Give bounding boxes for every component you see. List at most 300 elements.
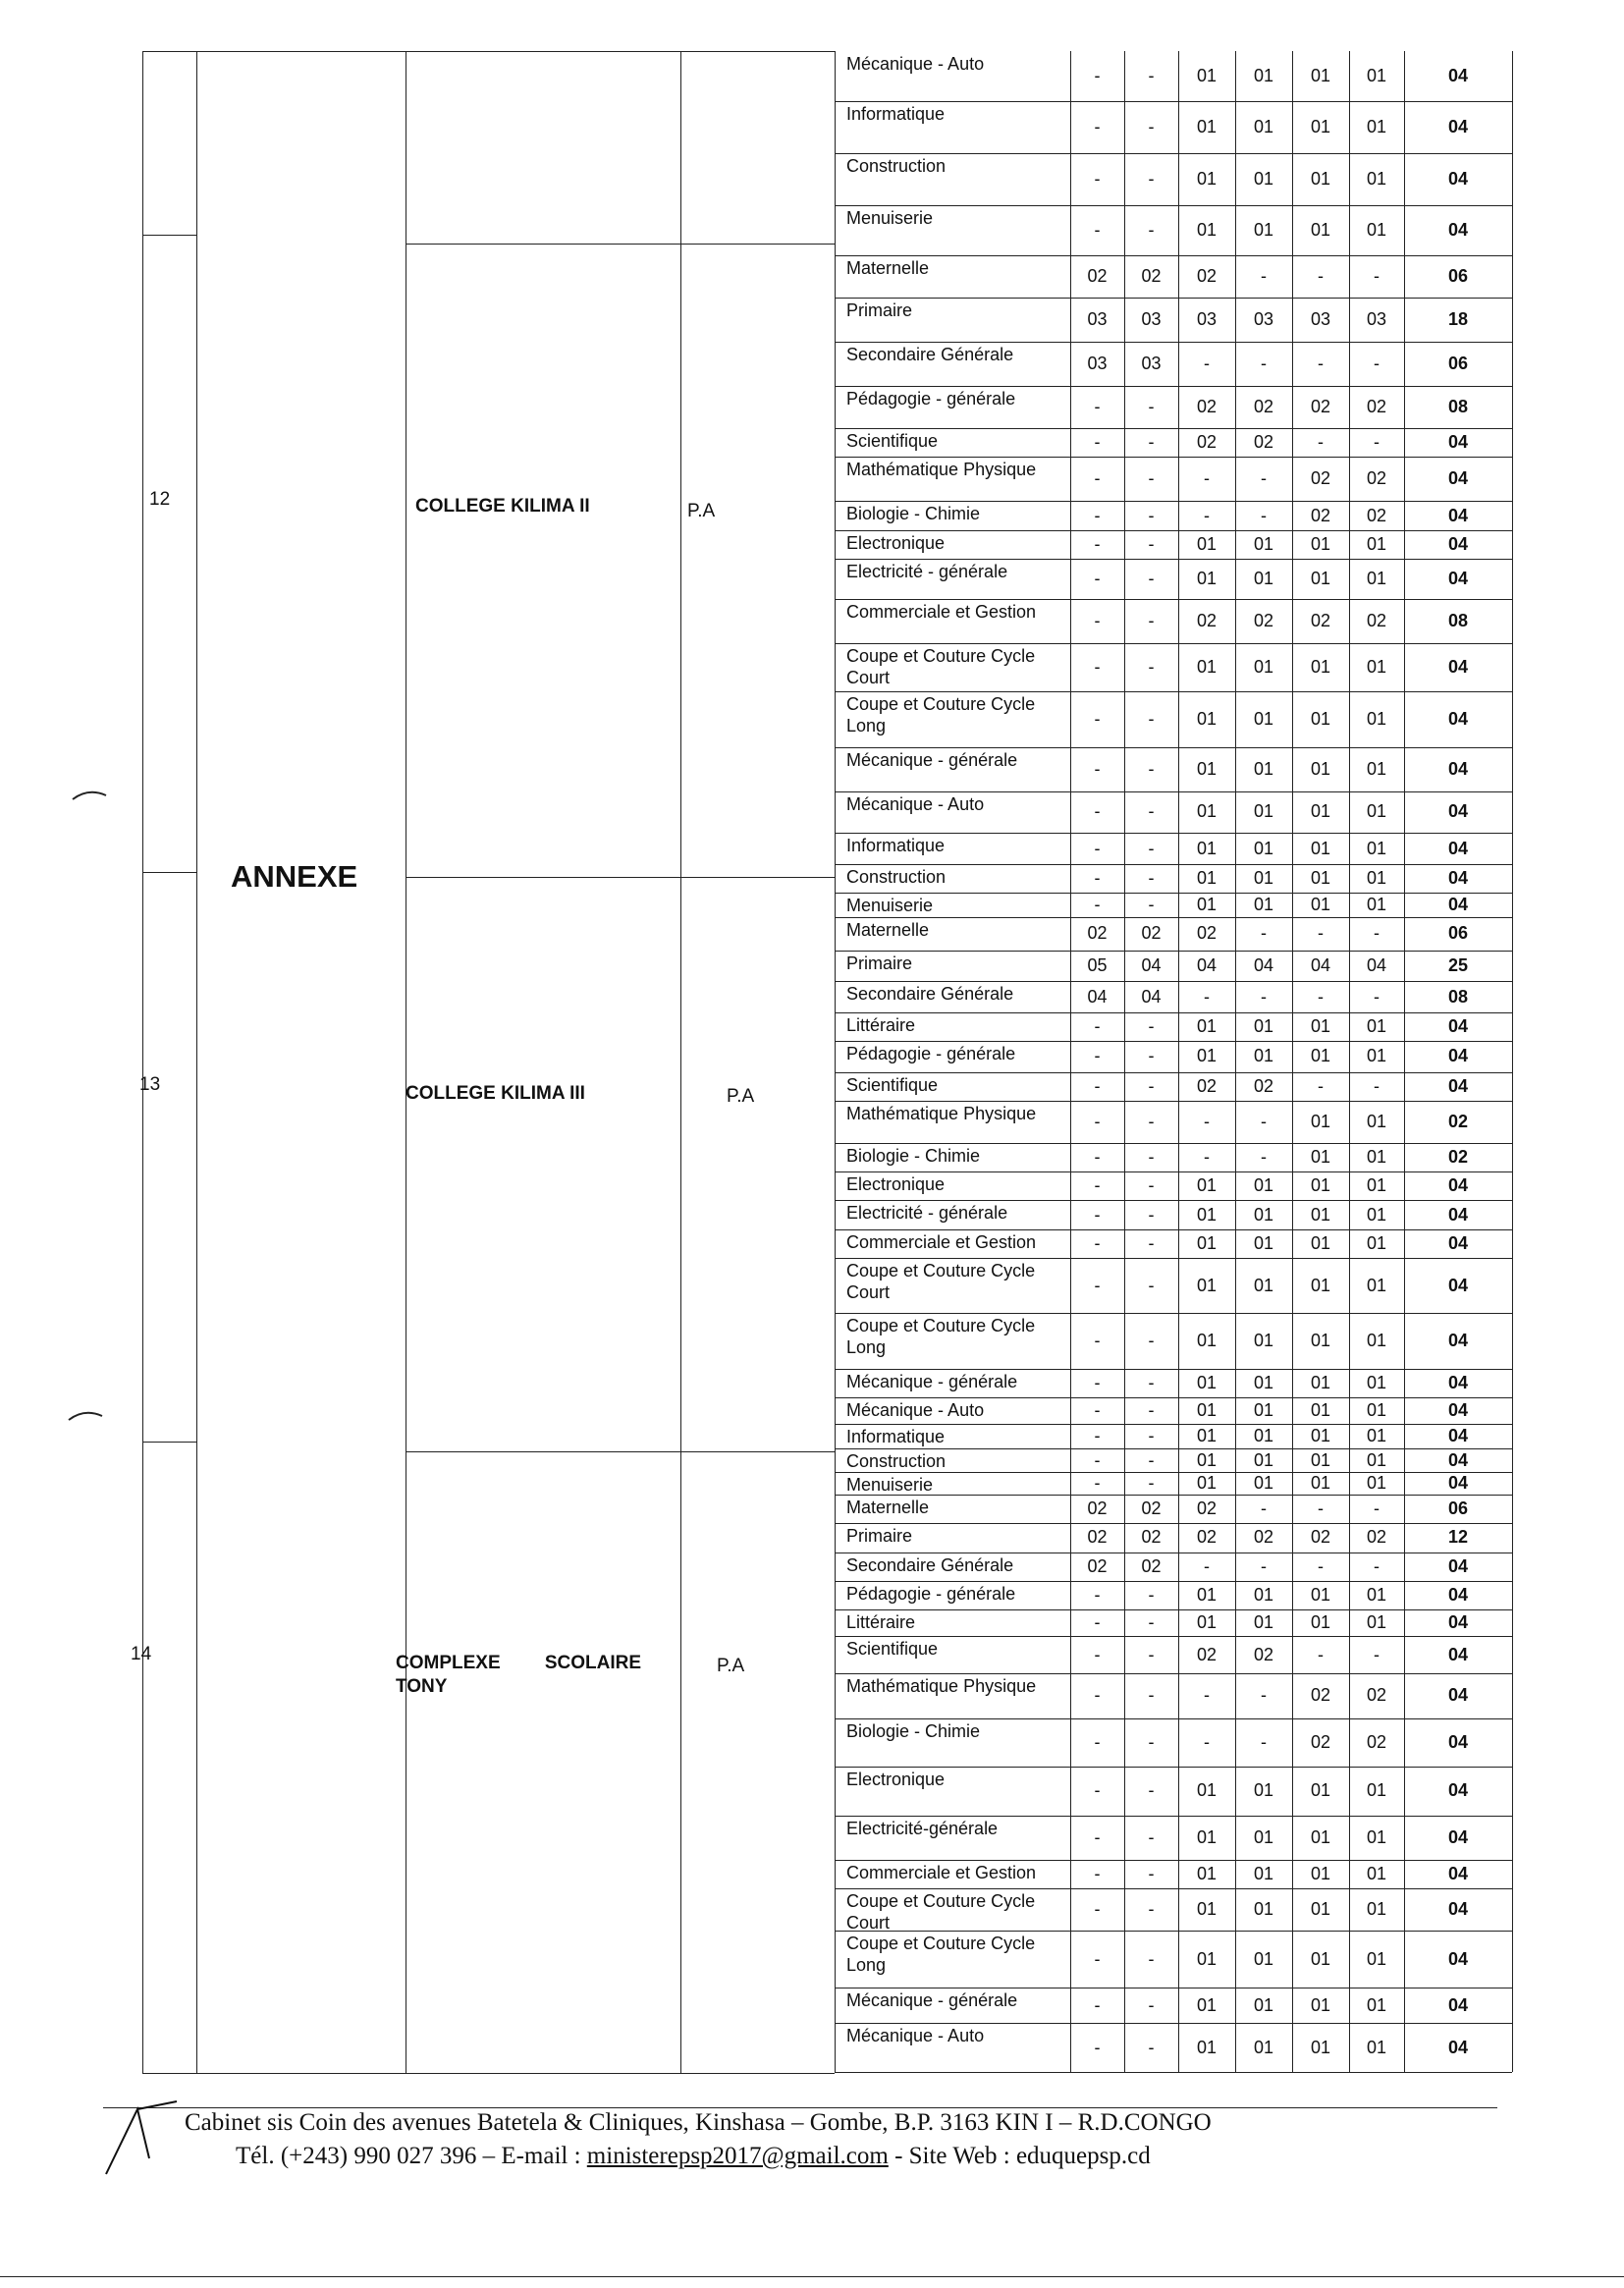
class-count-cell: 01 <box>1253 801 1274 822</box>
total-cell: 04 <box>1447 1731 1469 1752</box>
total-cell: 04 <box>1447 1555 1469 1576</box>
group-number-13: 13 <box>139 1074 161 1095</box>
table-row <box>835 1636 1512 1674</box>
class-count-cell: 01 <box>1366 868 1387 889</box>
footer-website: - Site Web : eduquepsp.cd <box>888 2143 1151 2169</box>
class-count-cell: - <box>1374 1075 1380 1096</box>
regime-label: P.A <box>717 1656 745 1676</box>
class-count-cell: 01 <box>1366 168 1387 189</box>
total-cell: 08 <box>1447 610 1469 630</box>
table-row <box>835 153 1512 206</box>
class-count-cell: - <box>1094 1111 1101 1131</box>
class-count-cell: - <box>1148 1425 1155 1445</box>
option-name: Primaire <box>846 953 913 973</box>
class-count-cell: - <box>1318 432 1324 453</box>
total-cell: 04 <box>1447 1372 1469 1392</box>
class-count-cell: - <box>1148 533 1155 554</box>
total-cell: 04 <box>1447 1046 1469 1066</box>
total-cell: 04 <box>1447 1425 1469 1445</box>
table-row <box>835 1012 1512 1042</box>
table-row <box>835 791 1512 835</box>
class-count-cell: 01 <box>1366 656 1387 677</box>
option-name: Maternelle <box>846 258 930 279</box>
class-count-cell: - <box>1148 1948 1155 1969</box>
class-count-cell: 01 <box>1253 65 1274 85</box>
class-count-cell: 01 <box>1366 708 1387 729</box>
class-count-cell: - <box>1148 1612 1155 1633</box>
class-count-cell: - <box>1148 65 1155 85</box>
class-count-cell: 01 <box>1310 1473 1331 1494</box>
option-name: Mécanique - Auto <box>846 54 985 74</box>
annexe-label: ANNEXE <box>231 859 358 894</box>
class-count-cell: 01 <box>1366 1612 1387 1633</box>
margin-mark <box>67 1406 106 1426</box>
class-count-cell: - <box>1318 986 1324 1007</box>
class-count-cell: - <box>1094 65 1101 85</box>
class-count-cell: 02 <box>1366 1731 1387 1752</box>
class-count-cell: 01 <box>1310 656 1331 677</box>
class-count-cell: 01 <box>1366 65 1387 85</box>
class-count-cell: - <box>1148 1731 1155 1752</box>
class-count-cell: 01 <box>1310 116 1331 136</box>
class-count-cell: - <box>1094 1330 1101 1350</box>
table-row <box>835 1931 1512 1989</box>
total-cell: 04 <box>1447 758 1469 779</box>
table-row <box>835 893 1512 918</box>
class-count-cell: - <box>1148 1685 1155 1706</box>
options-table <box>835 51 1512 2072</box>
class-count-cell: 01 <box>1366 2037 1387 2057</box>
class-count-cell: - <box>1148 1585 1155 1605</box>
class-count-cell: 02 <box>1087 923 1108 944</box>
table-row <box>835 2023 1512 2073</box>
class-count-cell: 01 <box>1366 1948 1387 1969</box>
class-count-cell: - <box>1094 1948 1101 1969</box>
class-count-cell: 02 <box>1366 505 1387 525</box>
option-name: Pédagogie - générale <box>846 1583 1016 1604</box>
total-cell: 04 <box>1447 2037 1469 2057</box>
table-row <box>835 1609 1512 1637</box>
total-cell: 04 <box>1447 1204 1469 1225</box>
class-count-cell: - <box>1094 1016 1101 1036</box>
class-count-cell: - <box>1148 1046 1155 1066</box>
class-count-cell: 02 <box>1310 610 1331 630</box>
class-count-cell: - <box>1094 1585 1101 1605</box>
class-count-cell: 01 <box>1366 758 1387 779</box>
class-count-cell: 02 <box>1253 1527 1274 1548</box>
class-count-cell: 01 <box>1310 1175 1331 1196</box>
class-count-cell: 01 <box>1310 1046 1331 1066</box>
class-count-cell: - <box>1148 1175 1155 1196</box>
class-count-cell: 01 <box>1196 168 1218 189</box>
option-name: Biologie - Chimie <box>846 1145 981 1166</box>
option-name: Electricité - générale <box>846 562 1008 582</box>
option-name: Mécanique - générale <box>846 749 1018 770</box>
class-count-cell: - <box>1148 1399 1155 1420</box>
class-count-cell: 01 <box>1253 1372 1274 1392</box>
class-count-cell: 01 <box>1196 568 1218 588</box>
class-count-cell: 02 <box>1253 610 1274 630</box>
option-name: Commerciale et Gestion <box>846 601 1037 622</box>
class-count-cell: 01 <box>1196 868 1218 889</box>
class-count-cell: 01 <box>1366 1330 1387 1350</box>
group-number-14: 14 <box>131 1644 152 1664</box>
option-name: Coupe et Couture Cycle Long <box>846 1933 1036 1975</box>
total-cell: 04 <box>1447 1232 1469 1253</box>
table-row <box>835 530 1512 560</box>
class-count-cell: 01 <box>1310 568 1331 588</box>
class-count-cell: - <box>1148 219 1155 240</box>
class-count-cell: 01 <box>1310 1612 1331 1633</box>
class-count-cell: 01 <box>1310 1275 1331 1295</box>
group-number-12: 12 <box>149 489 171 510</box>
table-row <box>835 1072 1512 1102</box>
class-count-cell: - <box>1094 1780 1101 1801</box>
class-count-cell: 01 <box>1366 568 1387 588</box>
class-count-cell: 01 <box>1366 1863 1387 1883</box>
class-count-cell: 02 <box>1196 1498 1218 1519</box>
class-count-cell: 01 <box>1253 116 1274 136</box>
class-count-cell: 01 <box>1253 1612 1274 1633</box>
table-row <box>835 747 1512 792</box>
class-count-cell: 01 <box>1196 1425 1218 1445</box>
class-count-cell: - <box>1094 1046 1101 1066</box>
class-count-cell: - <box>1318 1075 1324 1096</box>
class-count-cell: 01 <box>1310 533 1331 554</box>
class-count-cell: 01 <box>1253 1898 1274 1919</box>
class-count-cell: 02 <box>1366 1685 1387 1706</box>
class-count-cell: - <box>1318 354 1324 374</box>
class-count-cell: 02 <box>1310 468 1331 489</box>
option-name: Electronique <box>846 1770 946 1790</box>
total-cell: 08 <box>1447 986 1469 1007</box>
class-count-cell: 01 <box>1310 838 1331 858</box>
class-count-cell: - <box>1318 1644 1324 1664</box>
class-count-cell: 01 <box>1253 895 1274 915</box>
option-name: Secondaire Générale <box>846 984 1014 1005</box>
table-row <box>835 559 1512 600</box>
class-count-cell: 01 <box>1366 1585 1387 1605</box>
class-count-cell: 01 <box>1366 1232 1387 1253</box>
total-cell: 04 <box>1447 1826 1469 1847</box>
class-count-cell: - <box>1148 1826 1155 1847</box>
class-count-cell: 01 <box>1253 1780 1274 1801</box>
footer-phone: Tél. (+243) 990 027 396 – E-mail : <box>236 2143 587 2169</box>
class-count-cell: - <box>1148 758 1155 779</box>
class-count-cell: 01 <box>1310 1146 1331 1167</box>
class-count-cell: 01 <box>1196 2037 1218 2057</box>
table-row <box>835 833 1512 865</box>
total-cell: 06 <box>1447 354 1469 374</box>
class-count-cell: 01 <box>1310 1780 1331 1801</box>
class-count-cell: 01 <box>1253 533 1274 554</box>
class-count-cell: 04 <box>1366 955 1387 976</box>
class-count-cell: - <box>1094 1175 1101 1196</box>
class-count-cell: 01 <box>1366 895 1387 915</box>
class-count-cell: 01 <box>1253 1585 1274 1605</box>
total-cell: 04 <box>1447 1075 1469 1096</box>
class-count-cell: - <box>1204 1555 1210 1576</box>
class-count-cell: 02 <box>1196 1075 1218 1096</box>
option-name: Menuiserie <box>846 896 934 916</box>
table-row <box>835 1171 1512 1201</box>
class-count-cell: 01 <box>1310 801 1331 822</box>
class-count-cell: - <box>1261 266 1267 287</box>
class-count-cell: 04 <box>1253 955 1274 976</box>
class-count-cell: 01 <box>1366 219 1387 240</box>
table-row <box>835 1523 1512 1553</box>
class-count-cell: 01 <box>1196 1399 1218 1420</box>
option-name: Mécanique - Auto <box>846 793 985 814</box>
table-column-rule <box>1512 51 1513 2072</box>
class-count-cell: 01 <box>1366 1399 1387 1420</box>
total-cell: 04 <box>1447 432 1469 453</box>
class-count-cell: - <box>1094 1644 1101 1664</box>
table-row <box>835 1553 1512 1582</box>
class-count-cell: 01 <box>1310 758 1331 779</box>
class-count-cell: 01 <box>1310 1016 1331 1036</box>
class-count-cell: 01 <box>1366 1016 1387 1036</box>
table-row <box>835 386 1512 429</box>
option-name: Mathématique Physique <box>846 460 1037 480</box>
class-count-cell: 02 <box>1253 1644 1274 1664</box>
option-name: Secondaire Générale <box>846 1554 1014 1575</box>
total-cell: 04 <box>1447 1644 1469 1664</box>
option-name: Informatique <box>846 103 946 124</box>
table-row <box>835 501 1512 530</box>
option-name: Pédagogie - générale <box>846 1044 1016 1064</box>
class-count-cell: 02 <box>1366 1527 1387 1548</box>
class-count-cell: 01 <box>1366 1175 1387 1196</box>
table-row <box>835 1143 1512 1172</box>
option-name: Mécanique - générale <box>846 1371 1018 1391</box>
class-count-cell: 01 <box>1310 219 1331 240</box>
class-count-cell: - <box>1374 1498 1380 1519</box>
class-count-cell: - <box>1094 116 1101 136</box>
class-count-cell: 01 <box>1310 895 1331 915</box>
total-cell: 04 <box>1447 116 1469 136</box>
class-count-cell: 02 <box>1141 266 1162 287</box>
class-count-cell: - <box>1148 656 1155 677</box>
total-cell: 04 <box>1447 1016 1469 1036</box>
class-count-cell: - <box>1374 266 1380 287</box>
option-name: Mathématique Physique <box>846 1676 1037 1697</box>
class-count-cell: 01 <box>1366 838 1387 858</box>
table-row <box>835 101 1512 154</box>
class-count-cell: - <box>1148 1232 1155 1253</box>
class-count-cell: 01 <box>1196 656 1218 677</box>
class-count-cell: - <box>1261 1685 1267 1706</box>
table-row <box>835 428 1512 458</box>
total-cell: 04 <box>1447 468 1469 489</box>
class-count-cell: - <box>1204 986 1210 1007</box>
class-count-cell: 01 <box>1196 1232 1218 1253</box>
table-row <box>835 298 1512 343</box>
class-count-cell: - <box>1148 1111 1155 1131</box>
class-count-cell: 01 <box>1253 1994 1274 2015</box>
class-count-cell: 01 <box>1253 1330 1274 1350</box>
total-cell: 25 <box>1447 955 1469 976</box>
table-row <box>835 951 1512 983</box>
option-name: Mathématique Physique <box>846 1103 1037 1123</box>
class-count-cell: - <box>1094 397 1101 417</box>
class-count-cell: - <box>1148 432 1155 453</box>
class-count-cell: - <box>1094 1275 1101 1295</box>
option-name: Primaire <box>846 1526 913 1547</box>
class-count-cell: - <box>1094 1449 1101 1470</box>
class-count-cell: - <box>1094 1898 1101 1919</box>
class-count-cell: 01 <box>1310 1425 1331 1445</box>
table-row <box>835 1581 1512 1610</box>
table-row <box>835 1495 1512 1524</box>
class-count-cell: 01 <box>1310 868 1331 889</box>
class-count-cell: - <box>1094 708 1101 729</box>
option-name: Mécanique - générale <box>846 1990 1018 2011</box>
class-count-cell: 01 <box>1196 1046 1218 1066</box>
table-row <box>835 205 1512 257</box>
class-count-cell: 02 <box>1087 1527 1108 1548</box>
class-count-cell: 01 <box>1196 116 1218 136</box>
class-count-cell: 01 <box>1253 219 1274 240</box>
class-count-cell: 01 <box>1253 1175 1274 1196</box>
class-count-cell: - <box>1148 1275 1155 1295</box>
class-count-cell: - <box>1374 354 1380 374</box>
class-count-cell: 02 <box>1310 505 1331 525</box>
total-cell: 04 <box>1447 1175 1469 1196</box>
school-name-kilima-ii: COLLEGE KILIMA II <box>415 496 590 517</box>
class-count-cell: - <box>1261 1146 1267 1167</box>
table-row <box>835 643 1512 693</box>
footer-email-link[interactable]: ministerepsp2017@gmail.com <box>586 2143 889 2169</box>
table-row <box>835 691 1512 747</box>
class-count-cell: 02 <box>1141 1555 1162 1576</box>
class-count-cell: - <box>1094 1075 1101 1096</box>
class-count-cell: - <box>1374 1644 1380 1664</box>
total-cell: 04 <box>1447 1585 1469 1605</box>
class-count-cell: 01 <box>1366 116 1387 136</box>
class-count-cell: 01 <box>1196 895 1218 915</box>
class-count-cell: - <box>1374 432 1380 453</box>
total-cell: 04 <box>1447 708 1469 729</box>
option-name: Secondaire Générale <box>846 345 1014 365</box>
class-count-cell: 03 <box>1141 309 1162 330</box>
option-name: Construction <box>846 155 947 176</box>
total-cell: 04 <box>1447 868 1469 889</box>
class-count-cell: 04 <box>1310 955 1331 976</box>
class-count-cell: 01 <box>1310 1948 1331 1969</box>
class-count-cell: - <box>1094 1372 1101 1392</box>
total-cell: 04 <box>1447 1863 1469 1883</box>
total-cell: 04 <box>1447 801 1469 822</box>
option-name: Littéraire <box>846 1014 916 1035</box>
class-count-cell: - <box>1261 505 1267 525</box>
option-name: Mécanique - Auto <box>846 2026 985 2046</box>
class-count-cell: - <box>1094 468 1101 489</box>
class-count-cell: - <box>1374 923 1380 944</box>
total-cell: 02 <box>1447 1146 1469 1167</box>
class-count-cell: 01 <box>1310 1111 1331 1131</box>
table-row <box>835 457 1512 502</box>
class-count-cell: - <box>1204 1146 1210 1167</box>
option-name: Scientifique <box>846 1639 939 1660</box>
class-count-cell: - <box>1148 1449 1155 1470</box>
class-count-cell: - <box>1094 1863 1101 1883</box>
class-count-cell: - <box>1094 1399 1101 1420</box>
class-count-cell: - <box>1094 610 1101 630</box>
option-name: Coupe et Couture Cycle Court <box>846 1891 1036 1933</box>
class-count-cell: 01 <box>1253 168 1274 189</box>
class-count-cell: 03 <box>1253 309 1274 330</box>
class-count-cell: 02 <box>1310 397 1331 417</box>
option-name: Commerciale et Gestion <box>846 1231 1037 1252</box>
class-count-cell: - <box>1318 266 1324 287</box>
class-count-cell: 01 <box>1253 1204 1274 1225</box>
class-count-cell: 01 <box>1253 568 1274 588</box>
class-count-cell: 01 <box>1310 1994 1331 2015</box>
table-row <box>835 1397 1512 1425</box>
total-cell: 04 <box>1447 1685 1469 1706</box>
class-count-cell: 03 <box>1310 309 1331 330</box>
table-row <box>835 1888 1512 1932</box>
total-cell: 04 <box>1447 1399 1469 1420</box>
total-cell: 04 <box>1447 505 1469 525</box>
total-cell: 04 <box>1447 65 1469 85</box>
school-name-tony: COMPLEXE SCOLAIRE TONY <box>396 1653 641 1697</box>
class-count-cell: 01 <box>1310 1330 1331 1350</box>
class-count-cell: - <box>1094 1204 1101 1225</box>
class-count-cell: - <box>1148 568 1155 588</box>
class-count-cell: 03 <box>1087 354 1108 374</box>
table-row <box>835 342 1512 387</box>
class-count-cell: - <box>1148 116 1155 136</box>
table-row <box>835 1258 1512 1314</box>
class-count-cell: 01 <box>1366 1826 1387 1847</box>
class-count-cell: 01 <box>1253 656 1274 677</box>
class-count-cell: - <box>1261 1555 1267 1576</box>
class-count-cell: - <box>1148 868 1155 889</box>
class-count-cell: - <box>1148 168 1155 189</box>
class-count-cell: 01 <box>1196 1780 1218 1801</box>
class-count-cell: 01 <box>1196 1585 1218 1605</box>
class-count-cell: - <box>1148 1780 1155 1801</box>
class-count-cell: 02 <box>1196 610 1218 630</box>
class-count-cell: - <box>1261 354 1267 374</box>
class-count-cell: 01 <box>1196 708 1218 729</box>
class-count-cell: 01 <box>1196 1275 1218 1295</box>
class-count-cell: 02 <box>1196 1644 1218 1664</box>
total-cell: 04 <box>1447 219 1469 240</box>
class-count-cell: 01 <box>1253 1863 1274 1883</box>
class-count-cell: 01 <box>1310 1898 1331 1919</box>
class-count-cell: 01 <box>1196 1898 1218 1919</box>
class-count-cell: 01 <box>1196 1449 1218 1470</box>
signature-mark <box>98 2099 187 2178</box>
class-count-cell: 01 <box>1366 1111 1387 1131</box>
class-count-cell: - <box>1261 1731 1267 1752</box>
class-count-cell: 03 <box>1366 309 1387 330</box>
table-row <box>835 1448 1512 1474</box>
class-count-cell: 01 <box>1253 1232 1274 1253</box>
class-count-cell: - <box>1148 1898 1155 1919</box>
table-row <box>835 255 1512 299</box>
class-count-cell: - <box>1148 1473 1155 1494</box>
class-count-cell: 01 <box>1196 1204 1218 1225</box>
class-count-cell: 01 <box>1196 1175 1218 1196</box>
footer-contact <box>236 2143 1151 2170</box>
class-count-cell: 01 <box>1253 868 1274 889</box>
class-count-cell: 02 <box>1196 266 1218 287</box>
option-name: Informatique <box>846 1426 946 1446</box>
